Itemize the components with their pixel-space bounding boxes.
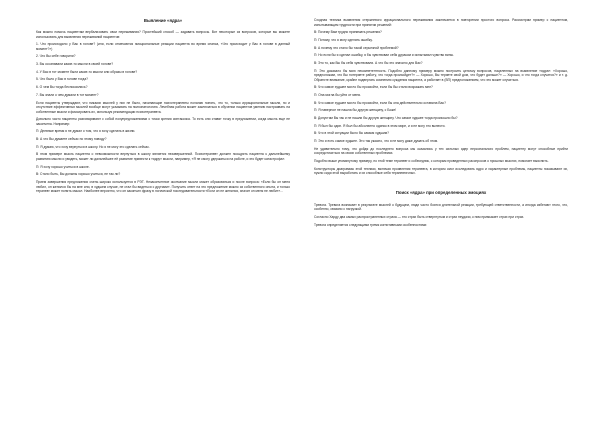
- paragraph: Подобно выше упомянутому примеру, по этой теме терапевт и собеседник, с которым проведенных расспросов о прошлых мыслях, помогает выяснить.: [314, 159, 549, 163]
- paragraph: В: Почему Вам трудно принимать решения?: [314, 30, 382, 35]
- paragraph: Тревога определяется следующими тремя когнитивными особенностями:: [314, 222, 428, 227]
- paragraph: П: Она могла бы уйти от меня.: [314, 93, 361, 97]
- paragraph: Прием завершения предложения очень широко используется в РЭТ. Незаконченное окончание мысли может образоваться и после вопроса: «Если бы он меня любил, он женился бы на мне или, в худшем случае, не стал бы видеться с другими». Получить ответ на это предложение можно из собственного опыта, и только терапевт может понять смысл. Наиболее вероятно, что он закончил фразу в логической последовательности «Если он не женился, значит он меня не любит»...: [36, 180, 290, 193]
- paragraph: Как можно помочь пациентам вербализовать свои переживания? Простейший способ — задавать вопросы. Вот некоторые из вопросов, которые вы можете использовать для выявления переживаний пациентов:: [36, 30, 290, 39]
- paragraph: Довольно часто пациенты разговаривают с собой полупредложениями с точки зрения синтаксиса. То есть они ставят точку в предложении, когда мысль еще не закончена. Например:: [36, 117, 290, 126]
- paragraph: П: Потому, что я могу сделать ошибку.: [314, 37, 373, 42]
- left-column: [36, 18, 290, 197]
- paragraph: Сходная техника выявления стержневого иррационального переживания заключается в повторении простого вопроса. Рассмотрим пример с пациентом, испытывающим трудности при принятии решений:: [314, 18, 568, 27]
- right-column: [314, 18, 568, 230]
- paragraph: П: Дневные время я не думал о том, что я хочу сделать в жизни.: [36, 129, 136, 134]
- paragraph: 4. У Вас в тот момент были какие-то мысли или образы в голове?: [36, 69, 138, 74]
- paragraph: П: Но если бы я сделал ошибку, я бы чувствовал себя дураком и испытывал чувство вины.: [314, 53, 454, 58]
- paragraph: П: Это доказало бы мою некомпетентность. Подобно данному примеру можно построить цепочку вопросов, нацеленных на выявление «ядра»: «Хорошо, предположим, что Вы потеряете работу, что тогда произойдет?» — Хорошо, Вы теряете свой дом, что будет дальше?» — Хорошо, и что тогда случится?» и т. д. Обратите внимание, крайне подвергать сомнению суждения пациента, а работает в (ВП) предположением, что это может случиться.: [314, 68, 568, 82]
- paragraph: П: Я был бы один. Я был бы абсолютно одинок в этом мире, и я не могу это вынести.: [314, 123, 446, 128]
- paragraph: Согласно Харду два самых распространенных страха — это страх быть отвергнутым и страх неудачи, к ним примыкает страх при страх.: [314, 214, 525, 219]
- paragraph: Если пациенты утверждают, что никаких мыслей у них не было, начинающие психотерапевты полагаю понять, что то, только иррациональные мысли, но и отсутствие эффективных мыслей вообще могут указывать на психопатологию. Лечебная работа может заключаться в обучении пациентов умению настраивать на собственные мысли и фиксировать их, используя рекомендации психотерапевта.: [36, 100, 290, 114]
- paragraph: 6. О чем Вы тогда беспокоились?: [36, 85, 88, 90]
- paragraph: П: Я хочу хорошо учиться в школе.: [36, 164, 90, 169]
- paragraph: П: Я думаю, что хочу вернуться в школу. Но я не могу это сделать сейчас.: [36, 144, 150, 149]
- paragraph: В этом примере мысль пациента о невозможности вернуться в школу является незавершенной. Психотерапевт должен поощрять пациента к дальнейшему развитию мысли и увидеть, может ли дальнейшее её развитие привести к «ядру» мысли, например, «Я не смогу удержаться на работе, и это будет катастрофа».: [36, 152, 290, 161]
- paragraph: Не удивительно тому, что дойдя до последнего вопроса мы оказались у тех сильных ядер персонального проблем, пациенту могут способные прийти сосредоточиться на своих собственных проблемах.: [314, 146, 568, 156]
- paragraph: 3. Вы осознавали какие-то мысли в своей голове?: [36, 62, 114, 67]
- paragraph: В: А что Вы думаете сейчас по этому поводу?: [36, 137, 107, 142]
- paragraph: 7. Вы знали о чем думали в тот момент?: [36, 92, 99, 97]
- paragraph: П: Это и есть самое худшее. Это так ужасно, что я не могу даже думать об этом.: [314, 139, 439, 144]
- paragraph: В: Допустим Вы так и не нашли бы другую женщину. Что самое худшее тогда произошло бы?: [314, 116, 458, 121]
- paragraph: Конструкторы диаграммы этой техники, включая проявления терапевта, в котором смог исследовать ядро и характерные проблемы, пациенты показывают их, нужно сидя этой выработать и их способные себя терапевтичных.: [314, 166, 568, 176]
- paragraph: 1. Что происходило у Вас в голове? (или, если отмечаются эмоциональные реакции пациента во время сеанса, «Что происходит у Вас в голове в данный момент?»): [36, 42, 290, 51]
- section-title: Выяление «ядра»: [143, 18, 183, 23]
- paragraph: 2. Что Вы себе говорили?: [36, 54, 76, 59]
- paragraph: 5. Что было у Вас в голове тогда?: [36, 77, 88, 82]
- paragraph: В: Что самое худшее могло бы произойти, если бы Вы стали возражать мне?: [314, 85, 433, 90]
- paragraph: В: Что в этой ситуации было бы самым худшим?: [314, 131, 389, 136]
- paragraph: В: Это то, как Вы бы себя чувствовали. А что бы это значило для Вас?: [314, 60, 423, 65]
- paragraph: Тревога. Тревога возникает в результате мыслей о будущем, люди часто боятся длительной реакции, требующей ответственности, а иногда избегают этого, что, особенно, связано с нагрузкой.: [314, 202, 568, 212]
- paragraph: В: Что самое худшее могло бы произойти, если бы она действительно оставила Вас?: [314, 100, 446, 105]
- paragraph: В: А почему это стало бы такой серьезной проблемой?: [314, 45, 399, 50]
- section-title: Поиск «ядра» при определенных эмоциях: [395, 189, 487, 195]
- paragraph: П: Я наверное не нашла бы другую женщину, с Боже!: [314, 108, 397, 113]
- paragraph: В: Стало быть, Вы должны хорошо учиться, не так ли?: [36, 172, 121, 177]
